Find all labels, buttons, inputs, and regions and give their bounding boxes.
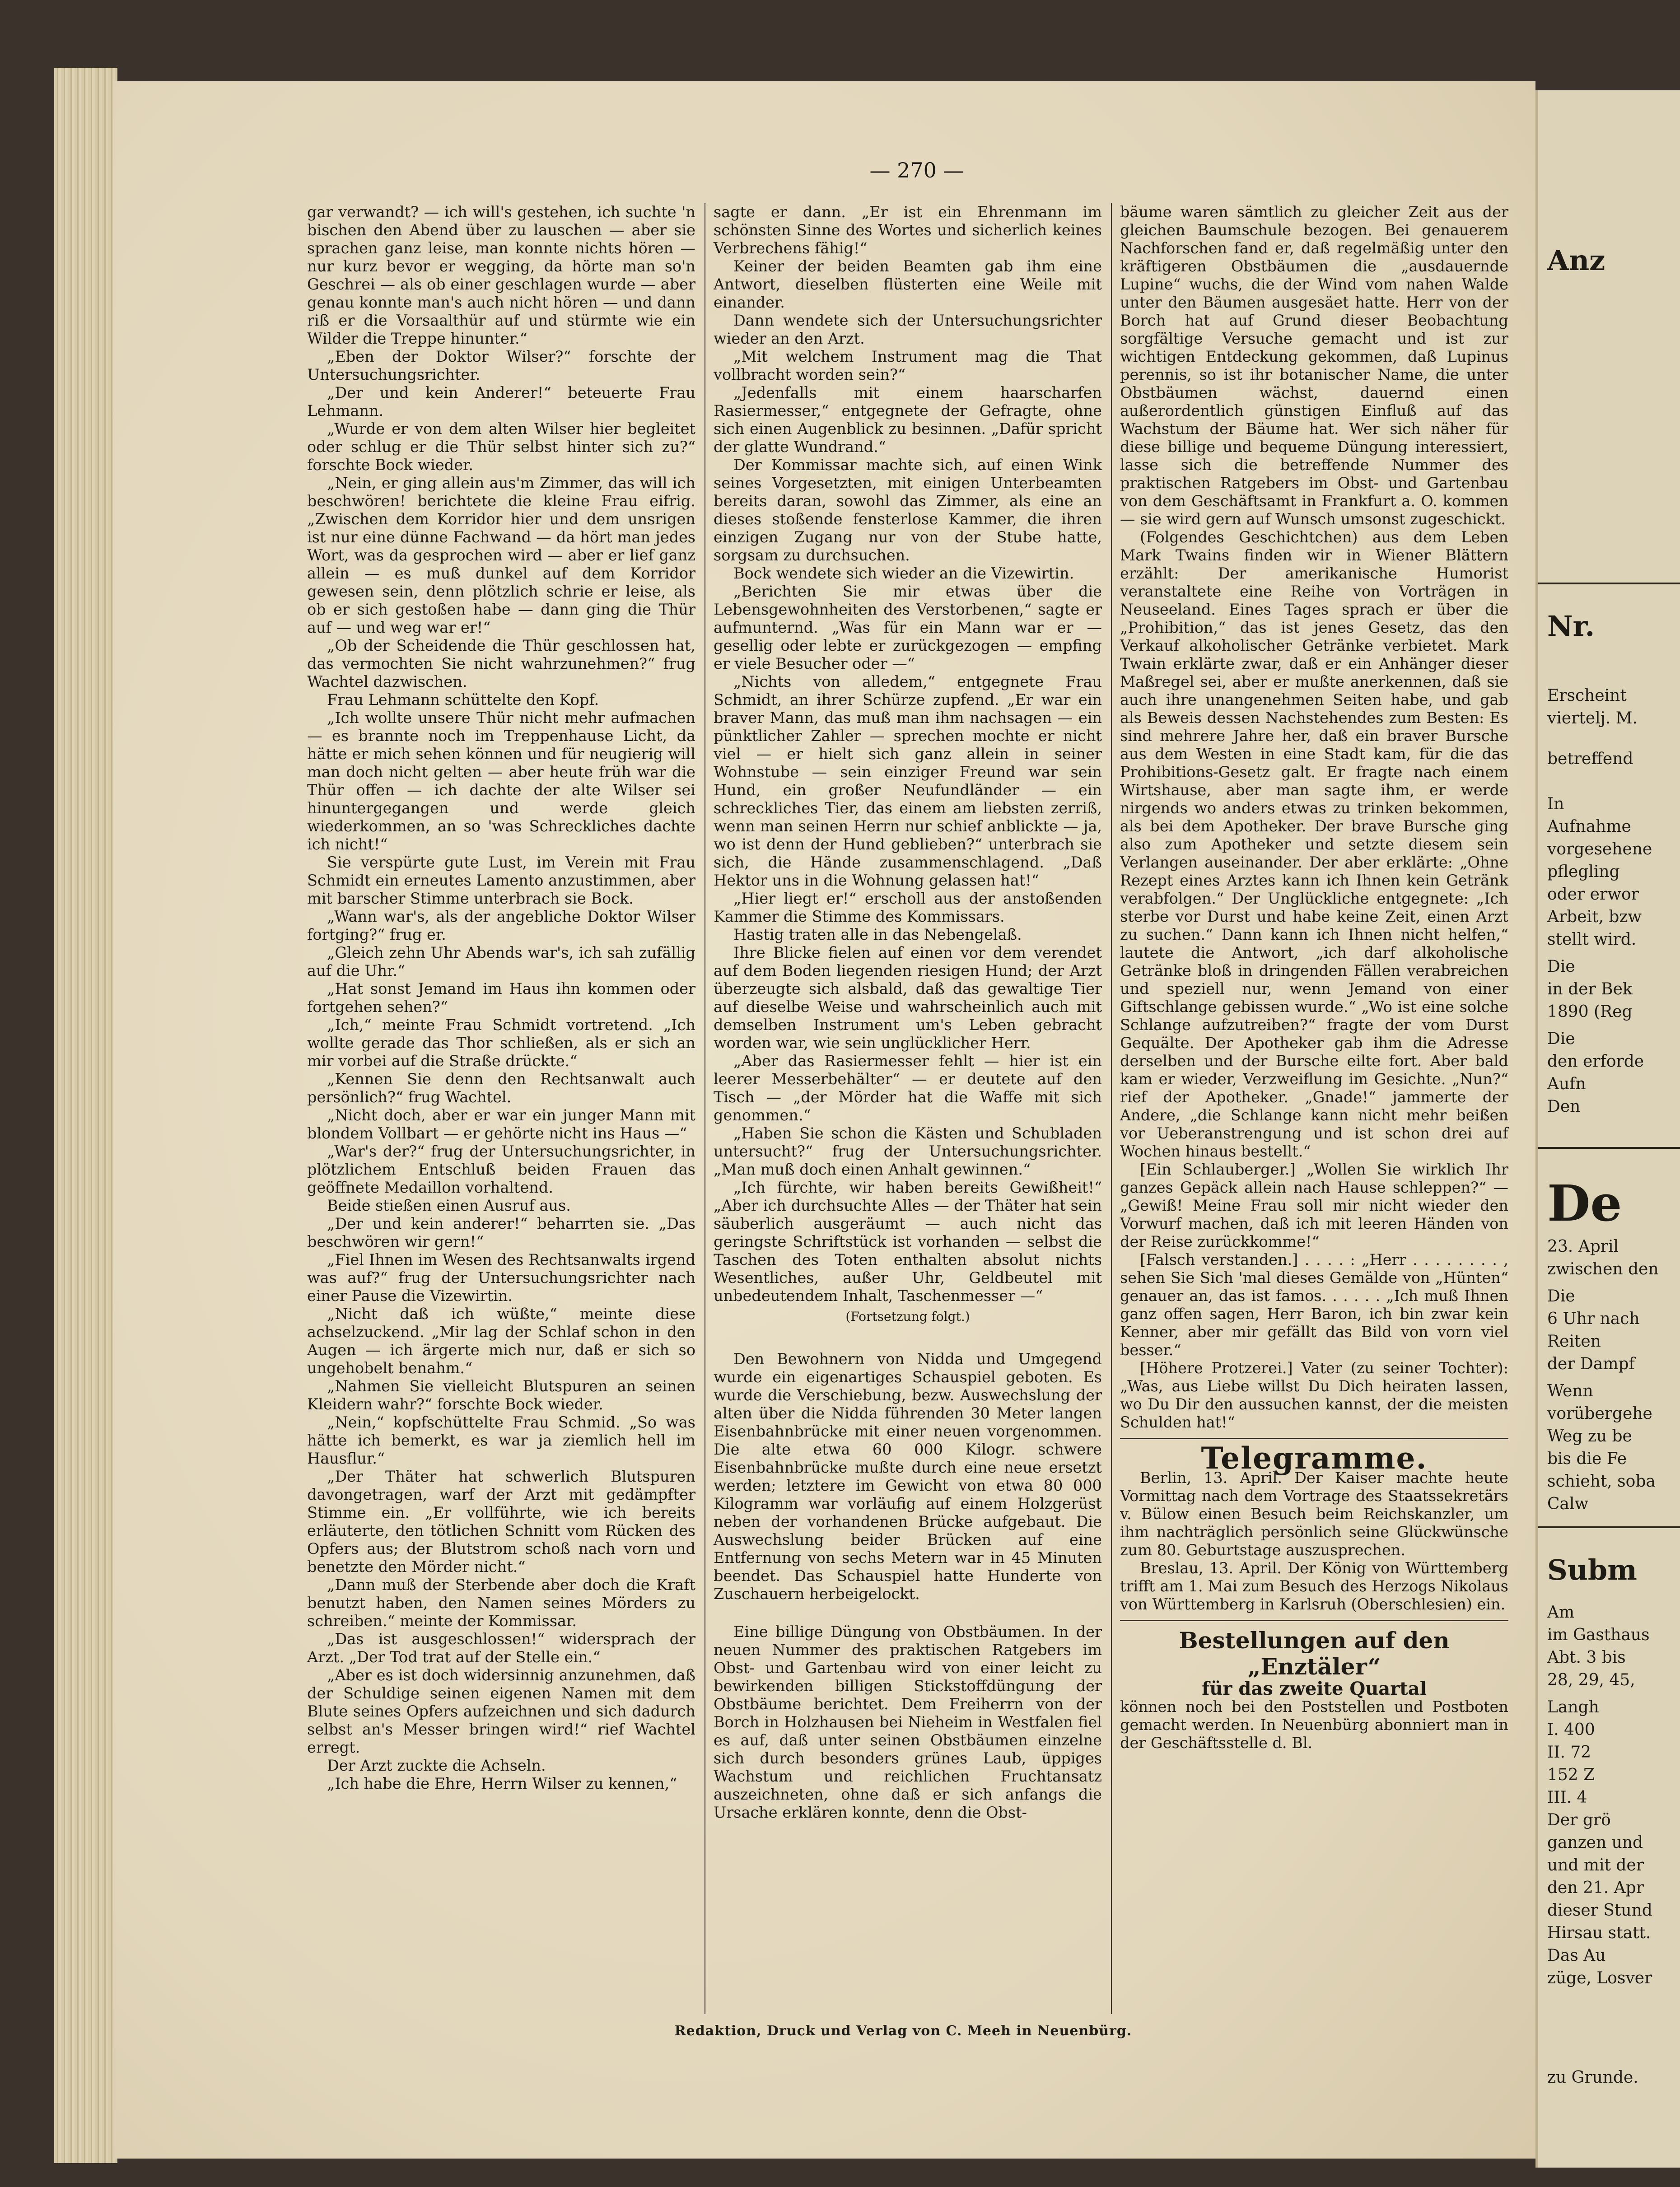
- paragraph: Dann wendete sich der Untersuchungsrichter wieder an den Arzt.: [714, 312, 1102, 347]
- paragraph: „Der Thäter hat schwerlich Blutspuren davongetragen, warf der Arzt mit gedämpfter Stimme ein. „Er vollführte, wie ich bereits erläuterte, den tötlichen Schnitt vom Rücken des Opfers aus; der Blutstrom schoß nach vorn und benetzte den Mörder nicht.“: [307, 1468, 695, 1576]
- paragraph: „Wurde er von dem alten Wilser hier begleitet oder schlug er die Thür selbst hinter sich zu?“ forschte Bock wieder.: [307, 420, 695, 474]
- paragraph: „Der und kein anderer!“ beharrten sie. „Das beschwören wir gern!“: [307, 1215, 695, 1250]
- adjacent-page-text: Reiten: [1547, 1332, 1601, 1351]
- paragraph: [Ein Schlauberger.] „Wollen Sie wirklich Ihr ganzes Gepäck allein nach Hause schleppen?“ — „Gewiß! Meine Frau soll mir nicht wieder den Vorwurf machen, daß ich mit leeren Händen von der Reise zurückkomme!“: [1120, 1161, 1508, 1250]
- adjacent-page-text: dieser Stund: [1547, 1901, 1652, 1920]
- paragraph: Frau Lehmann schüttelte den Kopf.: [327, 691, 599, 709]
- adjacent-page-text: den 21. Apr: [1547, 1879, 1644, 1897]
- paragraph: Beide stießen einen Ausruf aus.: [327, 1197, 571, 1214]
- adjacent-page-text: oder erwor: [1547, 885, 1639, 904]
- adjacent-page-text: Hirsau statt.: [1547, 1924, 1651, 1942]
- paragraph: „Fiel Ihnen im Wesen des Rechtsanwalts irgend was auf?“ frug der Untersuchungsrichter nach einer Pause die Vizewirtin.: [307, 1251, 695, 1305]
- paragraph: gar verwandt? — ich will's gestehen, ich suchte 'n bischen den Abend über zu lauschen — aber sie sprachen ganz leise, man konnte nichts hören — nur kurz bevor er wegging, da hörte man so'n Geschrei — als ob einer geschlagen wurde — aber genau konnte man's auch nicht hören — und dann riß er die Vorsaalthür auf und stürmte wie ein Wilder die Treppe hinunter.“: [307, 203, 695, 347]
- paragraph: „Ich fürchte, wir haben bereits Gewißheit!“ „Aber ich durchsuchte Alles — der Thäter hat sein säuberlich ausgeräumt — auch nicht das geringste Schriftstück ist vorhanden — selbst die Taschen des Toten enthalten absolut nichts Wesentliches, außer Uhr, Geldbeutel mit unbedeutendem Inhalt, Taschenmesser —“: [714, 1179, 1102, 1305]
- paragraph: „Haben Sie schon die Kästen und Schubladen untersucht?“ frug der Untersuchungsrichter. „Man muß doch einen Anhalt gewinnen.“: [714, 1124, 1102, 1178]
- paragraph: „Nichts von alledem,“ entgegnete Frau Schmidt, an ihrer Schürze zupfend. „Er war ein braver Mann, das muß man ihm nachsagen — ein pünktlicher Zahler — sprechen mochte er nicht viel — er hielt sich ganz allein in seiner Wohnstube — sein einziger Freund war sein Hund, ein großer Neufundländer — ein schreckliches Tier, das einem am liebsten zerriß, wenn man seinen Herrn nur schief anblickte — ja, wo ist denn der Hund geblieben?“ unterbrach sie sich, die Hände zusammenschlagend. „Daß Hektor uns in die Wohnung gelassen hat!“: [714, 673, 1102, 889]
- paragraph: Der Arzt zuckte die Achseln.: [327, 1757, 546, 1774]
- paragraph: Den Bewohnern von Nidda und Umgegend wurde ein eigenartiges Schauspiel geboten. Es wurde die Verschiebung, bezw. Auswechslung der alten über die Nidda führenden 30 Meter langen Eisenbahnbrücke mit einer neuen vorgenommen. Die alte etwa 60 000 Kilogr. schwere Eisenbahnbrücke mußte durch eine neue ersetzt werden; letztere im Gewicht von etwa 80 000 Kilogramm war vorläufig auf einem Holzgerüst neben der vorhandenen Brücke aufgebaut. Die Auswechslung beider Brücken auf eine Entfernung von sechs Metern war in 45 Minuten beendet. Das Schauspiel hatte Hunderte von Zuschauern herbeigelockt.: [714, 1350, 1102, 1603]
- adjacent-page-rule: [1538, 1147, 1680, 1149]
- fortsetzung-note: (Fortsetzung folgt.): [845, 1309, 970, 1324]
- adjacent-page-text: I. 400: [1547, 1721, 1595, 1739]
- adjacent-page-text: Langh: [1547, 1698, 1599, 1716]
- column-1: [307, 203, 695, 1793]
- adjacent-page-text: im Gasthaus: [1547, 1626, 1650, 1644]
- column-3: [1120, 203, 1508, 1752]
- paragraph: Sie verspürte gute Lust, im Verein mit Frau Schmidt ein erneutes Lamento anzustimmen, aber mit barscher Stimme unterbrach sie Bock.: [307, 853, 695, 907]
- paragraph: Der Kommissar machte sich, auf einen Wink seines Vorgesetzten, mit einigen Unterbeamten bereits daran, sowohl das Zimmer, als eine an dieses stoßende fensterlose Kammer, die ihren einzigen Zugang nur von der Stube hatte, sorgsam zu durchsuchen.: [714, 456, 1102, 564]
- paragraph: „Das ist ausgeschlossen!“ widersprach der Arzt. „Der Tod trat auf der Stelle ein.“: [307, 1630, 695, 1666]
- paragraph: „War's der?“ frug der Untersuchungsrichter, in plötzlichem Entschluß beiden Frauen das geöffnete Medaillon vorhaltend.: [307, 1142, 695, 1196]
- adjacent-page-text: züge, Losver: [1547, 1969, 1652, 1987]
- paragraph: Hastig traten alle in das Nebengelaß.: [733, 926, 1022, 943]
- paragraph: „Aber es ist doch widersinnig anzunehmen, daß der Schuldige seinen eigenen Namen mit dem Blute seines Opfers aufzeichnen und sich dadurch selbst an's Messer bringen wird!“ rief Wachtel erregt.: [307, 1666, 695, 1756]
- paragraph-gap: [714, 1603, 1102, 1623]
- serial-story-continuation: [714, 203, 1102, 1305]
- telegramme-list: [1120, 1469, 1508, 1613]
- adjacent-page-text: 28, 29, 45,: [1547, 1671, 1635, 1689]
- paragraph: „Ich,“ meinte Frau Schmidt vortretend. „Ich wollte gerade das Thor schließen, als er sich an mir vorbei auf die Straße drückte.“: [307, 1016, 695, 1070]
- paragraph: „Ich habe die Ehre, Herrn Wilser zu kennen,“: [327, 1775, 677, 1792]
- paragraph: (Folgendes Geschichtchen) aus dem Leben Mark Twains finden wir in Wiener Blättern erzählt: Der amerikanische Humorist veranstaltete eine Reihe von Vorträgen in Neuseeland. Eines Tages sprach er über die „Prohibition,“ das ist jenes Gesetz, das den Verkauf alkoholischer Getränke verbietet. Mark Twain erklärte zwar, daß er ein Anhänger dieser Maßregel sei, aber er mußte anerkennen, daß sie auch ihre unangenehmen Seiten habe, und gab als Beweis dessen Nachstehendes zum Besten: Es sind mehrere Jahre her, daß ein braver Bursche aus dem Westen in eine Stadt kam, für die das Prohibitions-Gesetz galt. Er fragte nach einem Wirtshause, aber man sagte ihm, er werde nirgends wo anders etwas zu trinken bekommen, als bei dem Apotheker. Der brave Bursche ging also zum Apotheker und setzte diesem sein Verlangen auseinander. Der aber erklärte: „Ohne Rezept eines Arztes kann ich Ihnen kein Getränk verabfolgen.“ Der Unglückliche entgegnete: „Ich sterbe vor Durst und habe keine Zeit, einen Arzt zu suchen.“ Dann kann ich Ihnen nicht helfen,“ lautete die Antwort, „ich darf alkoholische Getränke bloß in dringenden Fällen verabreichen und speziell nur, wenn Jemand von einer Giftschlange gebissen wurde.“ „Wo ist eine solche Schlange aufzutreiben?“ fragte der vom Durst Gequälte. Der Apotheker gab ihm die Adresse derselben und der Bursche eilte fort. Aber bald kam er wieder, Verzweiflung im Gesichte. „Nun?“ rief der Apotheker. „Gnade!“ jammerte der Andere, „die Schlange kann nicht mehr beißen vor Ueberanstrengung und ist schon drei auf Wochen hinaus bestellt.“: [1120, 528, 1508, 1160]
- adjacent-page-text: viertelj. M.: [1547, 709, 1638, 727]
- adjacent-page-text: und mit der: [1547, 1856, 1644, 1875]
- bestellungen-text: können noch bei den Poststellen und Postboten gemacht werden. In Neuenbürg abonniert man in der Geschäftsstelle d. Bl.: [1120, 1698, 1508, 1752]
- adjacent-page-text: betreffend: [1547, 750, 1633, 768]
- adjacent-page-text: 6 Uhr nach: [1547, 1310, 1640, 1328]
- adjacent-page-text: Die: [1547, 1030, 1575, 1048]
- adjacent-page-fragment: [1535, 90, 1680, 2168]
- paragraph: „Ob der Scheidende die Thür geschlossen hat, das vermochten Sie nicht wahrzunehmen?“ frug Wachtel dazwischen.: [307, 637, 695, 690]
- paragraph: sagte er dann. „Er ist ein Ehrenmann im schönsten Sinne des Wortes und sicherlich keines Verbrechens fähig!“: [714, 203, 1102, 257]
- paragraph: „Kennen Sie denn den Rechtsanwalt auch persönlich?“ frug Wachtel.: [307, 1070, 695, 1106]
- adjacent-page-text: Calw: [1547, 1495, 1589, 1513]
- adjacent-page-text: Das Au: [1547, 1946, 1606, 1965]
- adjacent-page-text: Den: [1547, 1097, 1581, 1116]
- adjacent-page-text: schieht, soba: [1547, 1472, 1656, 1491]
- adjacent-page-text: den erforde: [1547, 1052, 1644, 1071]
- adjacent-page-text: zwischen den: [1547, 1260, 1659, 1278]
- adjacent-page-text: 152 Z: [1547, 1766, 1595, 1784]
- adjacent-page-text: Wenn: [1547, 1382, 1593, 1400]
- adjacent-page-text: Erscheint: [1547, 686, 1627, 705]
- paragraph: „Nahmen Sie vielleicht Blutspuren an seinen Kleidern wahr?“ forschte Bock wieder.: [307, 1377, 695, 1413]
- paragraph: „Ich wollte unsere Thür nicht mehr aufmachen — es brannte noch im Treppenhause Licht, da hätte er mich sehen können und für neugierig will man doch nicht gelten — aber heute früh war die Thür offen — ich dachte der alte Wilser sei hinuntergegangen und werde gleich wiederkommen, an so 'was Schreckliches dachte ich nicht!“: [307, 709, 695, 853]
- divider: [1120, 1620, 1508, 1621]
- adjacent-page-text: De: [1547, 1174, 1622, 1232]
- imprint-footer: Redaktion, Druck und Verlag von C. Meeh in Neuenbürg.: [674, 2023, 1132, 2039]
- adjacent-page-text: ganzen und: [1547, 1833, 1643, 1852]
- paragraph: „Hat sonst Jemand im Haus ihn kommen oder fortgehen sehen?“: [307, 980, 695, 1016]
- telegram-item: Breslau, 13. April. Der König von Württemberg trifft am 1. Mai zum Besuch des Herzogs Nikolaus von Württemberg in Karlsruh (Oberschlesien) ein.: [1120, 1559, 1508, 1613]
- paragraph: „Berichten Sie mir etwas über die Lebensgewohnheiten des Verstorbenen,“ sagte er aufmunternd. „Was für ein Mann war er — gesellig oder lebte er zurückgezogen — empfing er viele Besucher oder —“: [714, 583, 1102, 672]
- book-page-edges: [54, 68, 117, 2163]
- paragraph: „Nein, er ging allein aus'm Zimmer, das will ich beschwören! berichtete die kleine Frau eifrig. „Zwischen dem Korridor hier und dem unsrigen ist nur eine dünne Fachwand — da hört man jedes Wort, was da gesprochen wird — aber er lief ganz allein — es muß dunkel auf dem Korridor gewesen sein, denn plötzlich schrie er leise, als ob er sich gestoßen habe — dann ging die Thür auf — und weg war er!“: [307, 474, 695, 636]
- adjacent-page-text: bis die Fe: [1547, 1450, 1627, 1468]
- adjacent-page-text: Aufn: [1547, 1075, 1586, 1093]
- adjacent-page-text: Die: [1547, 1287, 1575, 1306]
- paragraph: „Gleich zehn Uhr Abends war's, ich sah zufällig auf die Uhr.“: [307, 944, 695, 979]
- telegramme-heading: Telegramme.: [1201, 1441, 1428, 1476]
- adjacent-page-text: II. 72: [1547, 1743, 1591, 1762]
- paragraph: „Jedenfalls mit einem haarscharfen Rasiermesser,“ entgegnete der Gefragte, ohne sich einen Augenblick zu besinnen. „Dafür spricht der glatte Wundrand.“: [714, 384, 1102, 456]
- news-items: [714, 1350, 1102, 1822]
- adjacent-page-text: in der Bek: [1547, 980, 1633, 998]
- paragraph: Keiner der beiden Beamten gab ihm eine Antwort, dieselben flüsterten eine Weile mit einander.: [714, 257, 1102, 311]
- adjacent-page-text: vorgesehene: [1547, 840, 1652, 858]
- column-rule-2: [1111, 203, 1112, 2014]
- paragraph: „Nein,“ kopfschüttelte Frau Schmid. „So was hätte ich bemerkt, es war ja ziemlich hell im Hausflur.“: [307, 1413, 695, 1467]
- page-number: — 270 —: [869, 158, 964, 182]
- paragraph: „Eben der Doktor Wilser?“ forschte der Untersuchungsrichter.: [307, 348, 695, 383]
- adjacent-page-text: pflegling: [1547, 863, 1620, 881]
- adjacent-page-text: stellt wird.: [1547, 930, 1637, 949]
- paragraph: „Aber das Rasiermesser fehlt — hier ist ein leerer Messerbehälter“ — er deutete auf den Tisch — „der Mörder hat die Waffe mit sich genommen.“: [714, 1052, 1102, 1124]
- miscellany-items: [1120, 203, 1508, 1432]
- paragraph: [Höhere Protzerei.] Vater (zu seiner Tochter): „Was, aus Liebe willst Du Dich heiraten lassen, wo Du Dir den aussuchen kannst, der die meisten Schulden hat!“: [1120, 1359, 1508, 1431]
- adjacent-page-text: Weg zu be: [1547, 1427, 1632, 1446]
- paragraph: Bock wendete sich wieder an die Vizewirtin.: [733, 564, 1074, 582]
- adjacent-page-text: vorübergehe: [1547, 1404, 1652, 1423]
- adjacent-page-text: Aufnahme: [1547, 817, 1631, 836]
- bestellungen-subheading: für das zweite Quartal: [1202, 1678, 1427, 1699]
- adjacent-page-text: der Dampf: [1547, 1355, 1635, 1373]
- paragraph: „Der und kein Anderer!“ beteuerte Frau Lehmann.: [307, 384, 695, 420]
- adjacent-page-text: Arbeit, bzw: [1547, 908, 1642, 926]
- paragraph: „Nicht daß ich wüßte,“ meinte diese achselzuckend. „Mir lag der Schlaf schon in den Augen — ich ärgerte mich nur, daß er sich so ungehobelt benahm.“: [307, 1305, 695, 1377]
- adjacent-page-text: Am: [1547, 1603, 1575, 1622]
- telegram-item: Berlin, 13. April. Der Kaiser machte heute Vormittag nach dem Vortrage des Staatssekretärs v. Bülow einen Besuch beim Reichskanzler, um ihm nachträglich persönlich seine Glückwünsche zum 80. Geburtstage auszusprechen.: [1120, 1469, 1508, 1559]
- paragraph: Ihre Blicke fielen auf einen vor dem verendet auf dem Boden liegenden riesigen Hund; der Arzt überzeugte sich alsbald, daß das gewaltige Tier auf dieselbe Weise und wahrscheinlich auch mit demselben Instrument um's Leben gebracht worden war, wie sein unglücklicher Herr.: [714, 944, 1102, 1052]
- adjacent-page-text: zu Grunde.: [1547, 2068, 1638, 2087]
- adjacent-page-text: 1890 (Reg: [1547, 1003, 1633, 1021]
- column-2: [714, 203, 1102, 1822]
- adjacent-page-text: Anz: [1547, 244, 1605, 277]
- paragraph: [Falsch verstanden.] . . . . : „Herr . . . . . . . . , sehen Sie Sich 'mal dieses Gemälde von „Hünten“ genauer an, das ist famos. . . . . . „Ich muß Ihnen ganz offen sagen, Herr Baron, ich bin zwar kein Kenner, aber mir gefällt das Bild von vorn viel besser.“: [1120, 1251, 1508, 1359]
- adjacent-page-text: 23. April: [1547, 1237, 1619, 1256]
- paragraph: „Nicht doch, aber er war ein junger Mann mit blondem Vollbart — er gehörte nicht ins Haus —“: [307, 1106, 695, 1142]
- adjacent-page-text: In: [1547, 795, 1564, 813]
- paragraph: „Hier liegt er!“ erscholl aus der anstoßenden Kammer die Stimme des Kommissars.: [714, 890, 1102, 925]
- paragraph: „Wann war's, als der angebliche Doktor Wilser fortging?“ frug er.: [307, 908, 695, 943]
- bestellungen-heading: Bestellungen auf den „Enztäler“: [1179, 1627, 1450, 1680]
- adjacent-page-rule: [1538, 1526, 1680, 1528]
- adjacent-page-text: Nr.: [1547, 610, 1595, 643]
- paragraph: „Mit welchem Instrument mag die That vollbracht worden sein?“: [714, 348, 1102, 383]
- paragraph: „Dann muß der Sterbende aber doch die Kraft benutzt haben, den Namen seines Mörders zu schreiben.“ meinte der Kommissar.: [307, 1576, 695, 1630]
- paragraph: Eine billige Düngung von Obstbäumen. In der neuen Nummer des praktischen Ratgebers im Obst- und Gartenbau wird von einer leicht zu bewirkenden billigen Stickstoffdüngung der Obstbäume berichtet. Dem Freiherrn von der Borch in Holzhausen bei Nieheim in Westfalen fiel es auf, daß unter seinen Obstbäumen einzelne sich durch besonders grünes Laub, üppiges Wachstum und reichlichen Fruchtansatz auszeichneten, ohne daß er sich anfangs die Ursache erklären konnte, denn die Obst-: [714, 1623, 1102, 1821]
- adjacent-page-text: III. 4: [1547, 1788, 1587, 1807]
- paragraph: bäume waren sämtlich zu gleicher Zeit aus der gleichen Baumschule bezogen. Bei genauerem Nachforschen fand er, daß regelmäßig unter den kräftigeren Obstbäumen die „ausdauernde Lupine“ wuchs, die der Wind vom nahen Walde unter den Bäumen ausgesäet hatte. Herr von der Borch hat auf Grund dieser Beobachtung sorgfältige Versuche gemacht und ist zur wichtigen Entdeckung gekommen, daß Lupinus perennis, so ist ihr botanischer Name, die unter Obstbäumen wächst, dauernd einen außerordentlich günstigen Einfluß auf das Wachstum der Bäume hat. Wer sich näher für diese billige und bequeme Düngung interessiert, lasse sich die betreffende Nummer des praktischen Ratgebers im Obst- und Gartenbau von dem Geschäftsamt in Frankfurt a. O. kommen — sie wird gern auf Wunsch umsonst zugeschickt.: [1120, 203, 1508, 528]
- adjacent-page-text: Der grö: [1547, 1811, 1611, 1829]
- adjacent-page-text: Subm: [1547, 1553, 1637, 1586]
- adjacent-page-text: Die: [1547, 957, 1575, 976]
- divider: [1120, 1438, 1508, 1439]
- adjacent-page-rule: [1538, 583, 1680, 584]
- adjacent-page-text: Abt. 3 bis: [1547, 1648, 1626, 1667]
